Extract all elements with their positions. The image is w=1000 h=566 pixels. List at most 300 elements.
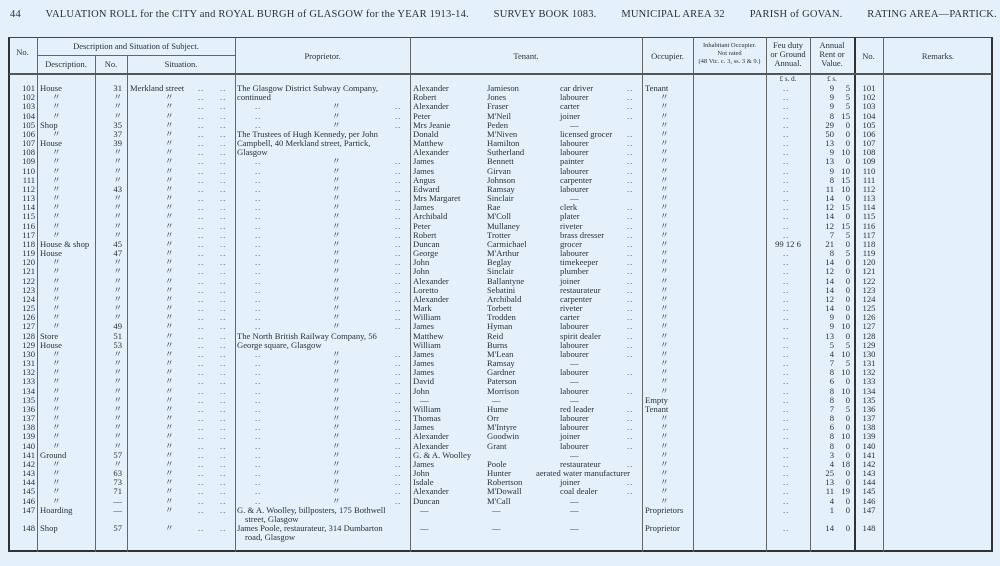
rent-pounds: 9 [829,165,834,176]
tenant-first-name: Peter [413,110,431,121]
entry-number-right: 130 [862,348,876,359]
street-number: 〃 [113,211,122,222]
dot-leader: .. [255,174,262,185]
parish: PARISH of GOVAN. [749,9,843,20]
tenant-occupation: carter [560,312,580,323]
tenant-first-name: James [413,321,435,332]
rent-pounds: 11 [825,183,834,194]
dot-leader: .. [220,495,227,506]
dot-leader: .. [783,339,790,350]
tenant-surname: Sinclair [487,266,514,277]
dot-leader: .. [198,266,205,277]
dot-leader: .. [627,257,634,268]
rent-pounds: 14 [825,211,834,222]
situation: 〃 [165,449,174,460]
description: 〃 [52,358,61,369]
entry-number: 127 [22,321,35,332]
street-number: 31 [113,83,122,93]
dot-leader: .. [198,110,205,121]
occupier: 〃 [660,147,669,158]
rent-shillings: 0 [845,238,850,249]
situation: 〃 [165,477,174,488]
dot-leader: .. [783,110,790,121]
occupier: 〃 [660,339,669,350]
rent-shillings: 5 [845,101,850,112]
occupier: Proprietors [645,504,684,515]
tenant-surname: Poole [487,458,507,469]
entry-number-right: 140 [862,440,876,451]
tenant-occupation: plater [560,211,580,222]
entry-number-right: 121 [862,266,876,277]
tenant-first-name: Alexander [413,101,449,112]
rent-shillings: 0 [845,138,850,149]
dot-leader: .. [220,321,227,332]
dot-leader: .. [220,403,227,414]
occupier: 〃 [660,266,669,277]
dot-leader: .. [220,422,227,433]
proprietor: 〃 [332,431,341,442]
dot-leader: .. [783,275,790,286]
tenant-occupation: grocer [560,238,582,249]
dot-leader: .. [198,202,205,213]
proprietor: 〃 [332,156,341,167]
description: 〃 [52,92,61,103]
entry-number: 117 [22,229,35,240]
occupier: 〃 [660,440,669,451]
rent-shillings: 5 [845,339,850,350]
tenant-first-name: John [413,257,430,268]
rent-pounds: 14 [825,257,834,268]
rent-shillings: 5 [845,248,850,259]
proprietor: 〃 [332,193,341,204]
situation: 〃 [165,358,174,369]
entry-number-right: 148 [862,523,876,534]
dot-leader: .. [783,458,790,469]
tenant-first-name: James [413,422,435,433]
rent-shillings: 0 [845,376,850,387]
dot-leader: .. [783,303,790,314]
entry-number: 132 [22,367,35,378]
situation: 〃 [165,147,174,158]
street-number: 〃 [113,303,122,314]
proprietor: 〃 [332,266,341,277]
dot-leader: .. [220,477,227,488]
street-number: 〃 [113,147,122,158]
entry-number: 145 [22,486,35,497]
occupier: 〃 [660,422,669,433]
tenant-first-name: Matthew [413,330,444,341]
municipal-area: MUNICIPAL AREA 32 [621,9,725,20]
street-number: 63 [113,468,122,479]
entry-number: 139 [22,431,35,442]
rent-shillings: 0 [845,193,850,204]
description: 〃 [52,275,61,286]
tenant-surname: M'Coll [487,211,511,222]
tenant-first-name: John [413,468,430,479]
street-number: 43 [113,183,122,194]
situation: 〃 [165,248,174,259]
dot-leader: .. [198,128,205,139]
entry-number: 131 [22,358,35,369]
entry-number: 137 [22,413,35,424]
rent-pounds: 8 [829,431,834,442]
tenant-surname: Beglay [487,257,512,268]
rent-pounds: 11 [825,486,834,497]
tenant-first-name: Alexander [413,83,449,93]
rent-pounds: 14 [825,303,834,314]
dot-leader: .. [627,110,634,121]
occupier: 〃 [660,257,669,268]
entry-number: 140 [22,440,35,451]
situation: 〃 [165,431,174,442]
street-number: 〃 [113,156,122,167]
dot-leader: .. [198,394,205,405]
dot-leader: .. [395,293,402,304]
street-number: 〃 [113,422,122,433]
rent-pounds: 9 [829,312,834,323]
tenant-occupation: plumber [560,266,589,277]
rent-pounds: 12 [825,266,834,277]
dot-leader: .. [198,257,205,268]
rent-pounds: 9 [829,321,834,332]
entry-number: 109 [22,156,35,167]
dot-leader: .. [220,348,227,359]
rent-shillings: 15 [841,110,850,121]
tenant-first-name: Mrs Jeanie [413,119,451,130]
entry-number-right: 129 [862,339,876,350]
description: 〃 [52,486,61,497]
description: House [40,339,62,350]
tenant-occupation: carpenter [560,293,592,304]
dot-leader: .. [783,486,790,497]
description: 〃 [52,156,61,167]
street-number: 57 [113,449,122,460]
rent-shillings: 0 [845,156,850,167]
dot-leader: .. [220,183,227,194]
tenant-occupation: joiner [560,275,581,286]
tenant-first-name: Mark [413,303,432,314]
street-number: 〃 [113,394,122,405]
proprietor: 〃 [332,486,341,497]
dot-leader: .. [220,92,227,103]
tenant-surname: Hunter [487,468,511,479]
proprietor: The Trustees of Hugh Kennedy, per John [237,128,378,139]
dot-leader: .. [395,275,402,286]
rent-shillings: 0 [845,394,850,405]
rent-shillings: 0 [845,422,850,433]
entry-number-right: 137 [862,413,876,424]
entry-number-right: 122 [862,275,876,286]
entry-number: 138 [22,422,35,433]
dot-leader: .. [627,138,634,149]
street-number: 〃 [113,266,122,277]
entry-number: 115 [22,211,35,222]
rent-pounds: 4 [829,348,834,359]
tenant-occupation: labourer [560,367,589,378]
rent-shillings: 15 [841,174,850,185]
street-number: 35 [113,119,122,130]
dot-leader: .. [783,101,790,112]
header-proprietor: Proprietor. [304,51,341,61]
rent-shillings: 0 [845,293,850,304]
street-number: 〃 [113,431,122,442]
entry-number: 122 [22,275,35,286]
header-divider [37,55,235,56]
header-number: No. [104,59,118,69]
dot-leader: .. [198,238,205,249]
rent-pounds: 9 [829,101,834,112]
occupier: 〃 [660,376,669,387]
entry-number-right: 133 [862,376,876,387]
tenant-first-name: Alexander [413,486,449,497]
situation: 〃 [165,275,174,286]
rent-pounds: 12 [825,220,834,231]
street-number: 57 [113,523,122,534]
dot-leader: .. [255,257,262,268]
dot-leader: .. [198,376,205,387]
rent-pounds: 4 [829,495,834,506]
rent-pounds: 8 [829,367,834,378]
street-number: 71 [113,486,122,497]
tenant-surname: M'Arthur [487,248,520,259]
dot-leader: .. [395,312,402,323]
situation: 〃 [165,128,174,139]
proprietor: G. & A. Woolley, billposters, 175 Bothwell [237,504,386,515]
dot-leader: .. [255,312,262,323]
dot-leader: .. [220,358,227,369]
tenant-first-name: Mrs Margaret [413,193,461,204]
entry-number: 103 [22,101,35,112]
dot-leader: .. [255,293,262,304]
entry-number: 129 [22,339,35,350]
street-number: 〃 [113,348,122,359]
tenant-occupation: labourer [560,413,589,424]
entry-number-right: 131 [862,358,876,369]
tenant-occupation: — [570,193,579,204]
dot-leader: .. [395,238,402,249]
tenant-occupation: spirit dealer [560,330,601,341]
dot-leader: .. [627,229,634,240]
dot-leader: .. [627,321,634,332]
dot-leader: .. [220,339,227,350]
dot-leader: .. [198,440,205,451]
dot-leader: .. [783,248,790,259]
tenant-surname: Ballantyne [487,275,525,286]
roll-heading: VALUATION ROLL for the CITY and ROYAL BURGH of GLASGOW for the YEAR 1913-14. [45,9,469,20]
occupier: 〃 [660,468,669,479]
situation: Merkland street [130,83,185,93]
dot-leader: .. [783,202,790,213]
tenant-surname: Jones [487,92,507,103]
proprietor: The Glasgow District Subway Company, [237,83,378,93]
rent-shillings: 0 [845,211,850,222]
tenant-first-name: Peter [413,220,431,231]
tenant-occupation: — [570,495,579,506]
dot-leader: .. [220,504,227,515]
dot-leader: .. [198,83,205,93]
tenant-surname: Ramsay [487,358,515,369]
rent-pounds: 8 [829,174,834,185]
occupier: 〃 [660,229,669,240]
header-no-right: No. [862,51,875,61]
page-title [10,9,1000,20]
dot-leader: .. [220,238,227,249]
header-bottom-rule [9,73,992,75]
rent-shillings: 5 [845,403,850,414]
entry-number: 134 [22,385,35,396]
tenant-first-name: William [413,339,441,350]
rent-pounds: 13 [825,156,834,167]
dot-leader: .. [395,284,402,295]
proprietor: 〃 [332,284,341,295]
tenant-occupation: — [570,449,579,460]
street-number: 〃 [113,202,122,213]
tenant-first-name: William [413,312,441,323]
proprietor: 〃 [332,394,341,405]
dot-leader: .. [220,101,227,112]
rent-shillings: 0 [845,275,850,286]
dot-leader: .. [627,486,634,497]
rent-pounds: 4 [829,458,834,469]
dot-leader: .. [783,138,790,149]
street-number: 〃 [113,220,122,231]
rent-shillings: 0 [845,303,850,314]
entry-number: 124 [22,293,35,304]
tenant-surname: Sebatini [487,284,516,295]
tenant-first-name: William [413,403,441,414]
dot-leader: .. [220,138,227,149]
rent-shillings: 10 [841,385,850,396]
street-number: 〃 [113,458,122,469]
proprietor: 〃 [332,385,341,396]
tenant-surname: Archibald [487,293,522,304]
header-description-group: Description and Situation of Subject. [73,41,199,51]
dot-leader: .. [198,312,205,323]
dot-leader: .. [395,486,402,497]
rent-shillings: 0 [845,495,850,506]
proprietor: 〃 [332,275,341,286]
header-feu-duty [766,41,810,68]
proprietor: The North British Railway Company, 56 [237,330,377,341]
occupier: 〃 [660,220,669,231]
proprietor: 〃 [332,413,341,424]
situation: 〃 [165,257,174,268]
street-number: 〃 [113,229,122,240]
description: 〃 [52,321,61,332]
dot-leader: .. [627,303,634,314]
description: 〃 [52,257,61,268]
dot-leader: .. [395,348,402,359]
dot-leader: .. [255,238,262,249]
dot-leader: .. [627,101,634,112]
description: 〃 [52,303,61,314]
rent-shillings: 0 [845,119,850,130]
dot-leader: .. [783,229,790,240]
entry-number: 108 [22,147,35,158]
header-tenant: Tenant. [513,51,539,61]
entry-number: 125 [22,303,35,314]
tenant-surname: Carmichael [487,238,527,249]
situation: 〃 [165,330,174,341]
dot-leader: .. [220,174,227,185]
situation: 〃 [165,284,174,295]
tenant-first-name: David [413,376,435,387]
entry-number-right: 123 [862,284,876,295]
dot-leader: .. [198,220,205,231]
dot-leader: .. [255,385,262,396]
dot-leader: .. [783,385,790,396]
entry-number: 102 [22,92,35,103]
dot-leader: .. [220,275,227,286]
tenant-occupation: — [570,394,579,405]
dot-leader: .. [220,193,227,204]
occupier: 〃 [660,293,669,304]
dot-leader: .. [395,101,402,112]
table-row [0,194,1000,203]
tenant-surname: Bennett [487,156,514,167]
dot-leader: .. [783,92,790,103]
dot-leader: .. [198,275,205,286]
dot-leader: .. [783,193,790,204]
entry-number: 112 [22,183,35,194]
dot-leader: .. [255,275,262,286]
entry-number-right: 113 [862,193,876,204]
tenant-occupation: riveter [560,303,583,314]
entry-number: 144 [22,477,35,488]
header-line: or Ground [770,49,806,59]
situation: 〃 [165,266,174,277]
description: Hoarding [40,504,73,515]
rent-pounds: 8 [829,385,834,396]
tenant-occupation: — [570,119,579,130]
entry-number: 133 [22,376,35,387]
dot-leader: .. [198,119,205,130]
rent-shillings: 0 [845,523,850,534]
dot-leader: .. [783,119,790,130]
dot-leader: .. [783,266,790,277]
entry-number-right: 138 [862,422,876,433]
proprietor: 〃 [332,367,341,378]
dot-leader: .. [198,468,205,479]
rent-shillings: 0 [845,257,850,268]
tenant-occupation: riveter [560,220,583,231]
description: 〃 [52,458,61,469]
dot-leader: .. [220,330,227,341]
rent-shillings: 0 [845,128,850,139]
dot-leader: .. [255,119,262,130]
situation: 〃 [165,202,174,213]
dot-leader: .. [220,376,227,387]
dot-leader: .. [627,312,634,323]
description: House & shop [40,238,90,249]
dot-leader: .. [395,394,402,405]
rent-shillings: 10 [841,431,850,442]
entry-number-right: 125 [862,303,876,314]
dot-leader: .. [255,449,262,460]
description: 〃 [52,165,61,176]
tenant-occupation: painter [560,156,584,167]
dot-leader: .. [220,431,227,442]
tenant-first-name: Alexander [413,275,449,286]
table-row [0,442,1000,451]
street-number: 〃 [113,312,122,323]
tenant-first-name: Edward [413,183,440,194]
dot-leader: .. [627,211,634,222]
dot-leader: .. [220,266,227,277]
description: 〃 [52,110,61,121]
entry-number: 120 [22,257,35,268]
dot-leader: .. [627,422,634,433]
